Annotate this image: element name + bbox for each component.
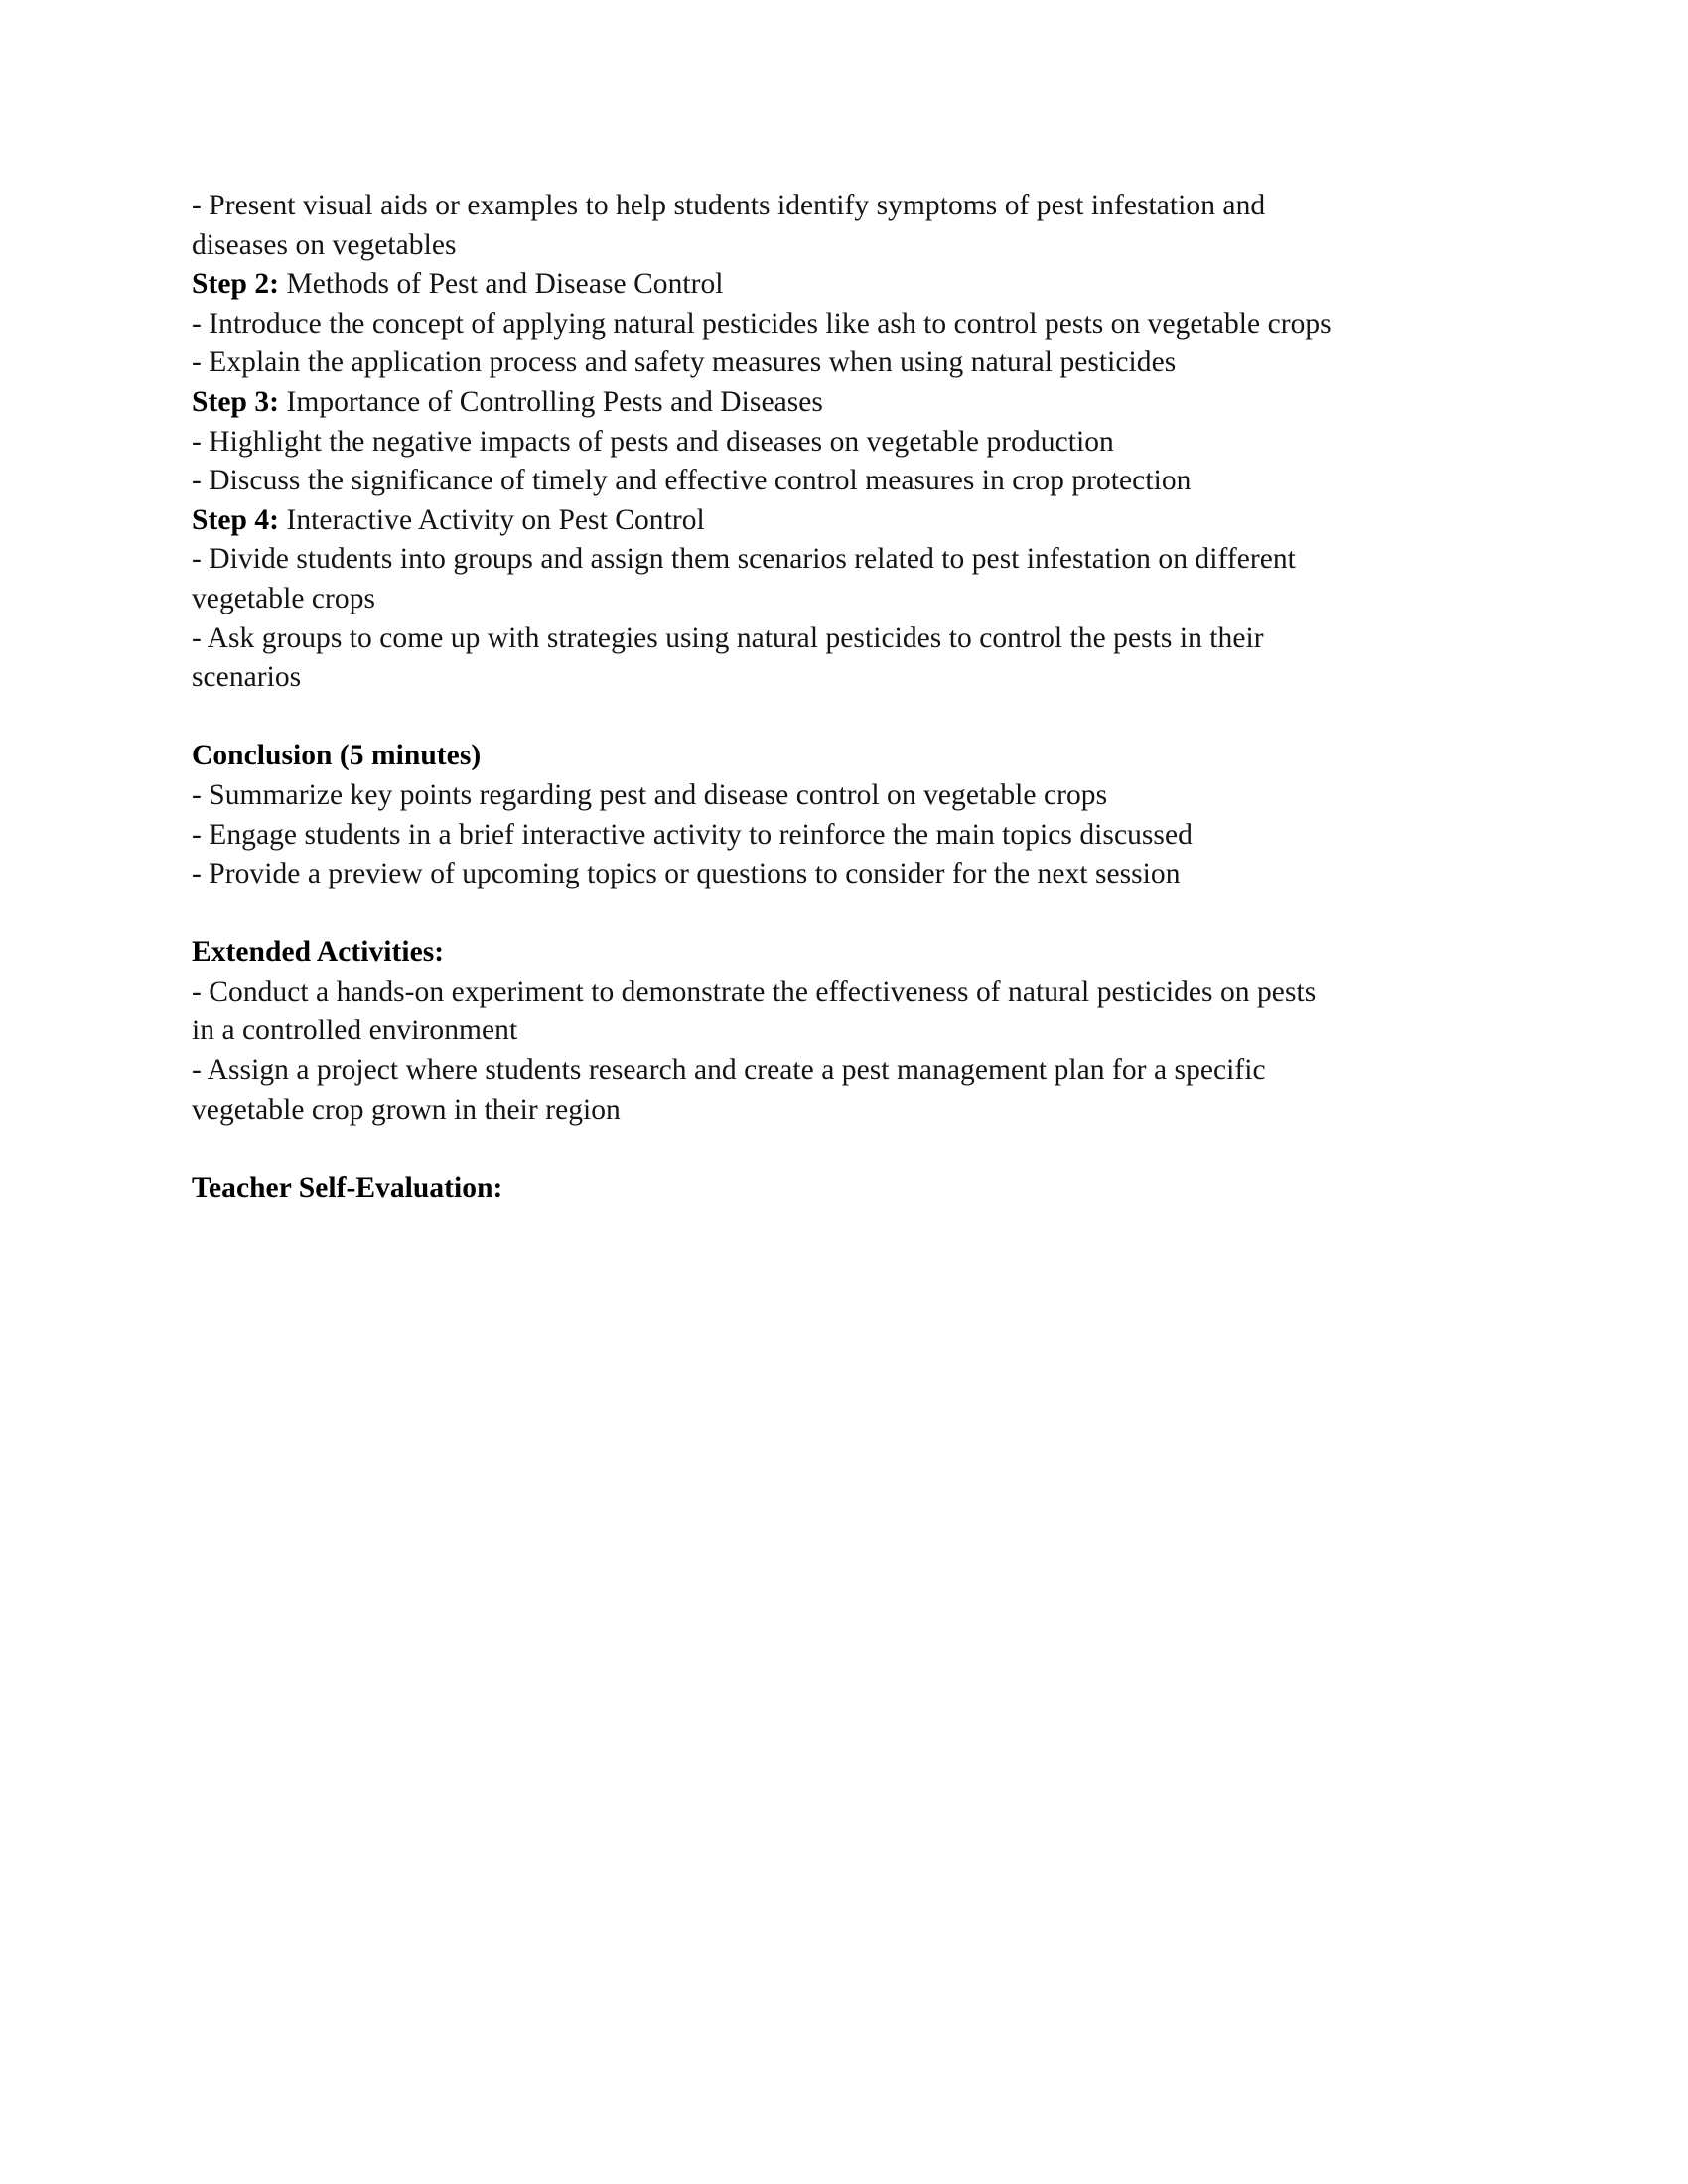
body-line: vegetable crops: [192, 582, 376, 614]
step-3-title: Importance of Controlling Pests and Diseases: [279, 385, 823, 418]
body-line: - Conduct a hands-on experiment to demonstrate the effectiveness of natural pesticides on pests: [192, 975, 1317, 1008]
body-line: - Engage students in a brief interactive activity to reinforce the main topics discussed: [192, 818, 1193, 851]
body-line: in a controlled environment: [192, 1015, 518, 1047]
body-line: - Introduce the concept of applying natural pesticides like ash to control pests on vegetable crops: [192, 307, 1332, 340]
body-line: - Assign a project where students research and create a pest management plan for a specific: [192, 1054, 1266, 1087]
paragraph-spacer: [192, 698, 1468, 738]
body-line: scenarios: [192, 661, 302, 694]
step-2-title: Methods of Pest and Disease Control: [279, 268, 724, 301]
teacher-self-evaluation-heading: Teacher Self-Evaluation:: [192, 1171, 503, 1204]
body-line: - Summarize key points regarding pest and disease control on vegetable crops: [192, 778, 1108, 811]
body-line: vegetable crop grown in their region: [192, 1093, 621, 1126]
paragraph-spacer: [192, 894, 1468, 934]
body-line: - Provide a preview of upcoming topics or questions to consider for the next session: [192, 858, 1181, 890]
paragraph-spacer: [192, 1130, 1468, 1169]
conclusion-heading: Conclusion (5 minutes): [192, 740, 482, 772]
step-2-heading-line: [192, 265, 1468, 305]
body-line: - Present visual aids or examples to help students identify symptoms of pest infestation and: [192, 190, 1266, 221]
step-4-title: Interactive Activity on Pest Control: [279, 503, 705, 536]
step-4-heading-line: [192, 501, 1468, 541]
step-3-heading-line: [192, 383, 1468, 423]
body-line: - Discuss the significance of timely and effective control measures in crop protection: [192, 465, 1192, 497]
step-2-label: Step 2:: [192, 268, 280, 301]
body-line: - Highlight the negative impacts of pests and diseases on vegetable production: [192, 425, 1114, 458]
body-line: - Explain the application process and safety measures when using natural pesticides: [192, 346, 1177, 379]
extended-activities-heading: Extended Activities:: [192, 936, 445, 969]
step-3-label: Step 3:: [192, 385, 280, 418]
step-4-label: Step 4:: [192, 503, 280, 536]
body-line: diseases on vegetables: [192, 228, 457, 261]
body-line: - Ask groups to come up with strategies using natural pesticides to control the pests in their: [192, 621, 1264, 654]
document-text-body: [192, 187, 1468, 1208]
body-line: - Divide students into groups and assign them scenarios related to pest infestation on different: [192, 543, 1296, 576]
